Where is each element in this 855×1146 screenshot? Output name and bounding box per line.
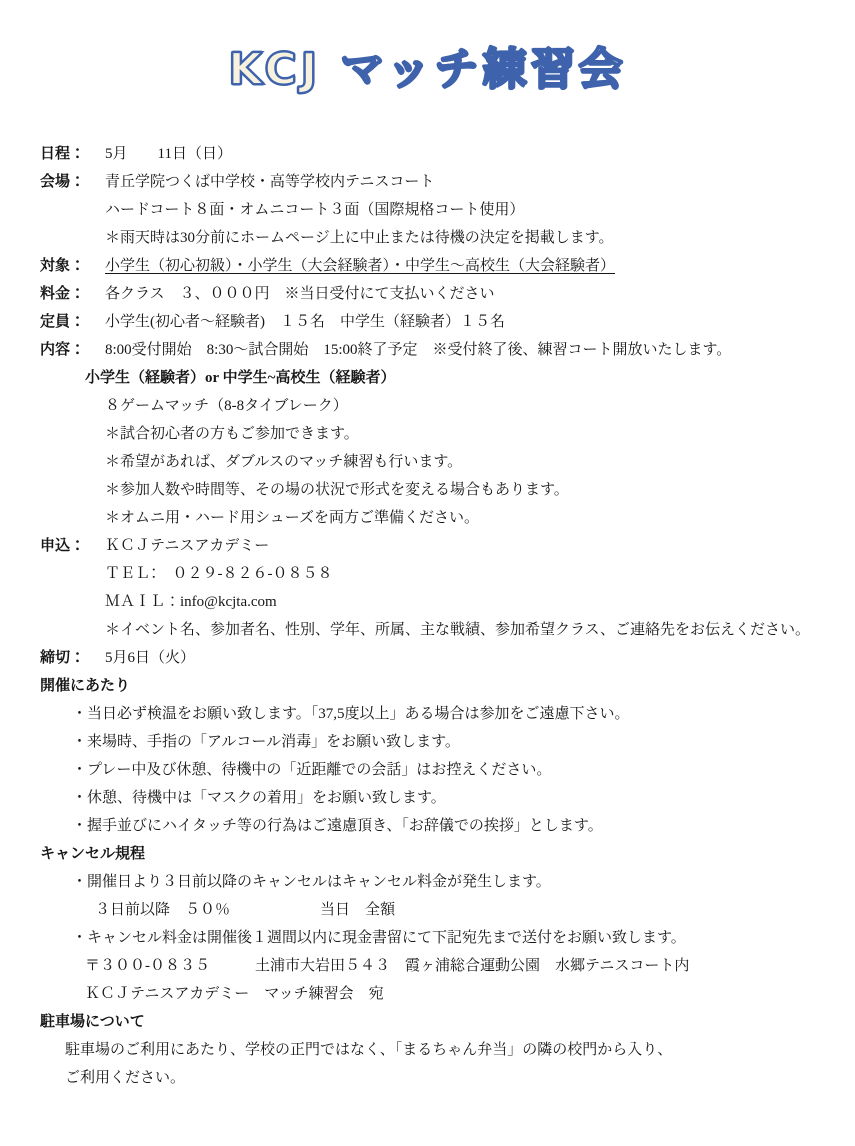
- document-line: [0, 700, 855, 728]
- document-line: [0, 644, 855, 672]
- text-line: ・プレー中及び休憩、待機中の「近距離での会話」はお控えください。: [72, 762, 552, 778]
- document-line: [0, 308, 855, 336]
- document-line: [0, 868, 855, 896]
- document-line: [0, 924, 855, 952]
- document-line: [0, 420, 855, 448]
- field-value: 5月6日（火）: [105, 650, 196, 666]
- text-line: ・開催日より３日前以降のキャンセルはキャンセル料金が発生します。: [72, 874, 551, 890]
- text-line: 〒３００‐０８３５ 土浦市大岩田５４３ 霞ヶ浦総合運動公園 水郷テニスコート内: [85, 958, 690, 974]
- document-line: [0, 1064, 855, 1092]
- text-line: 駐車場のご利用にあたり、学校の正門ではなく、「まるちゃん弁当」の隣の校門から入り、: [65, 1042, 673, 1058]
- page-title: KCJ マッチ練習会: [228, 44, 627, 95]
- field-value: 小学生(初心者～経験者) １５名 中学生（経験者）１５名: [105, 314, 505, 330]
- document-line: [0, 896, 855, 924]
- text-line: ・キャンセル料金は開催後１週間以内に現金書留にて下記宛先まで送付をお願い致します。: [72, 930, 686, 946]
- text-line: キャンセル規程: [40, 846, 146, 862]
- text-line: ＊希望があれば、ダブルスのマッチ練習も行います。: [105, 454, 463, 470]
- field-label: 申込：: [40, 538, 86, 554]
- document-line: [0, 784, 855, 812]
- document-line: [0, 672, 855, 700]
- text-line: 駐車場について: [40, 1014, 145, 1030]
- document-body: [0, 140, 855, 1092]
- document-line: [0, 476, 855, 504]
- text-line: ・休憩、待機中は「マスクの着用」をお願い致します。: [72, 790, 446, 806]
- document-line: [0, 1008, 855, 1036]
- field-value: 各クラス ３、０００円 ※当日受付にて支払いください: [105, 286, 495, 302]
- document-line: [0, 560, 855, 588]
- document-line: [0, 812, 855, 840]
- document-line: [0, 1036, 855, 1064]
- document-line: [0, 140, 855, 168]
- text-line: ハードコート８面・オムニコート３面（国際規格コート使用）: [105, 202, 525, 218]
- field-label: 日程：: [40, 146, 86, 162]
- text-line: ＫＣＪテニスアカデミー マッチ練習会 宛: [85, 986, 384, 1002]
- field-label: 会場：: [40, 174, 86, 190]
- field-label: 料金：: [40, 286, 86, 302]
- document-line: [0, 840, 855, 868]
- field-value: 8:00受付開始 8:30～試合開始 15:00終了予定 ※受付終了後、練習コート開放いたします。: [105, 342, 732, 358]
- document-line: [0, 280, 855, 308]
- text-line: ＊試合初心者の方もご参加できます。: [105, 426, 359, 442]
- text-line: ３日前以降 ５０％ 当日 全額: [95, 902, 396, 918]
- field-label: 対象：: [40, 258, 86, 274]
- text-line: ・来場時、手指の「アルコール消毒」をお願い致します。: [72, 734, 460, 750]
- text-line: ・当日必ず検温をお願い致します。「37,5度以上」ある場合は参加をご遠慮下さい。: [72, 706, 630, 722]
- text-line: ＊イベント名、参加者名、性別、学年、所属、主な戦績、参加希望クラス、ご連絡先をお伝えください。: [105, 622, 811, 638]
- field-label: 締切：: [40, 650, 86, 666]
- document-line: [0, 952, 855, 980]
- document-line: [0, 980, 855, 1008]
- field-value: 小学生（初心初級）・小学生（大会経験者）・中学生～高校生（大会経験者）: [105, 258, 616, 274]
- text-line: 小学生（経験者）or 中学生~高校生（経験者）: [85, 370, 396, 386]
- document-line: [0, 504, 855, 532]
- document-line: [0, 336, 855, 364]
- document-line: [0, 756, 855, 784]
- document-line: [0, 532, 855, 560]
- text-line: ＊参加人数や時間等、その場の状況で形式を変える場合もあります。: [105, 482, 569, 498]
- text-line: ＊雨天時は30分前にホームページ上に中止または待機の決定を掲載します。: [105, 230, 614, 246]
- text-line: ８ゲームマッチ（8-8タイブレーク）: [105, 398, 348, 414]
- text-line: ご利用ください。: [65, 1070, 186, 1086]
- document-line: [0, 168, 855, 196]
- document-line: [0, 224, 855, 252]
- document-line: [0, 196, 855, 224]
- field-label: 内容：: [40, 342, 86, 358]
- field-value: 青丘学院つくば中学校・高等学校内テニスコート: [105, 174, 435, 190]
- document-line: [0, 616, 855, 644]
- text-line: ・握手並びにハイタッチ等の行為はご遠慮頂き、「お辞儀での挨拶」とします。: [72, 818, 603, 834]
- text-line: ＴＥＬ： ０２９‐８２６‐０８５８: [105, 566, 333, 582]
- field-label: 定員：: [40, 314, 86, 330]
- document-line: [0, 448, 855, 476]
- document-line: [0, 364, 855, 392]
- document-line: [0, 588, 855, 616]
- field-value: 5月 11日（日）: [105, 146, 232, 162]
- text-line: 開催にあたり: [40, 678, 131, 694]
- text-line: ＭＡＩＬ：info@kcjta.com: [105, 594, 277, 610]
- document-line: [0, 728, 855, 756]
- field-value: ＫＣＪテニスアカデミー: [105, 538, 270, 554]
- document-line: [0, 392, 855, 420]
- text-line: ＊オムニ用・ハード用シューズを両方ご準備ください。: [105, 510, 479, 526]
- document-line: [0, 252, 855, 280]
